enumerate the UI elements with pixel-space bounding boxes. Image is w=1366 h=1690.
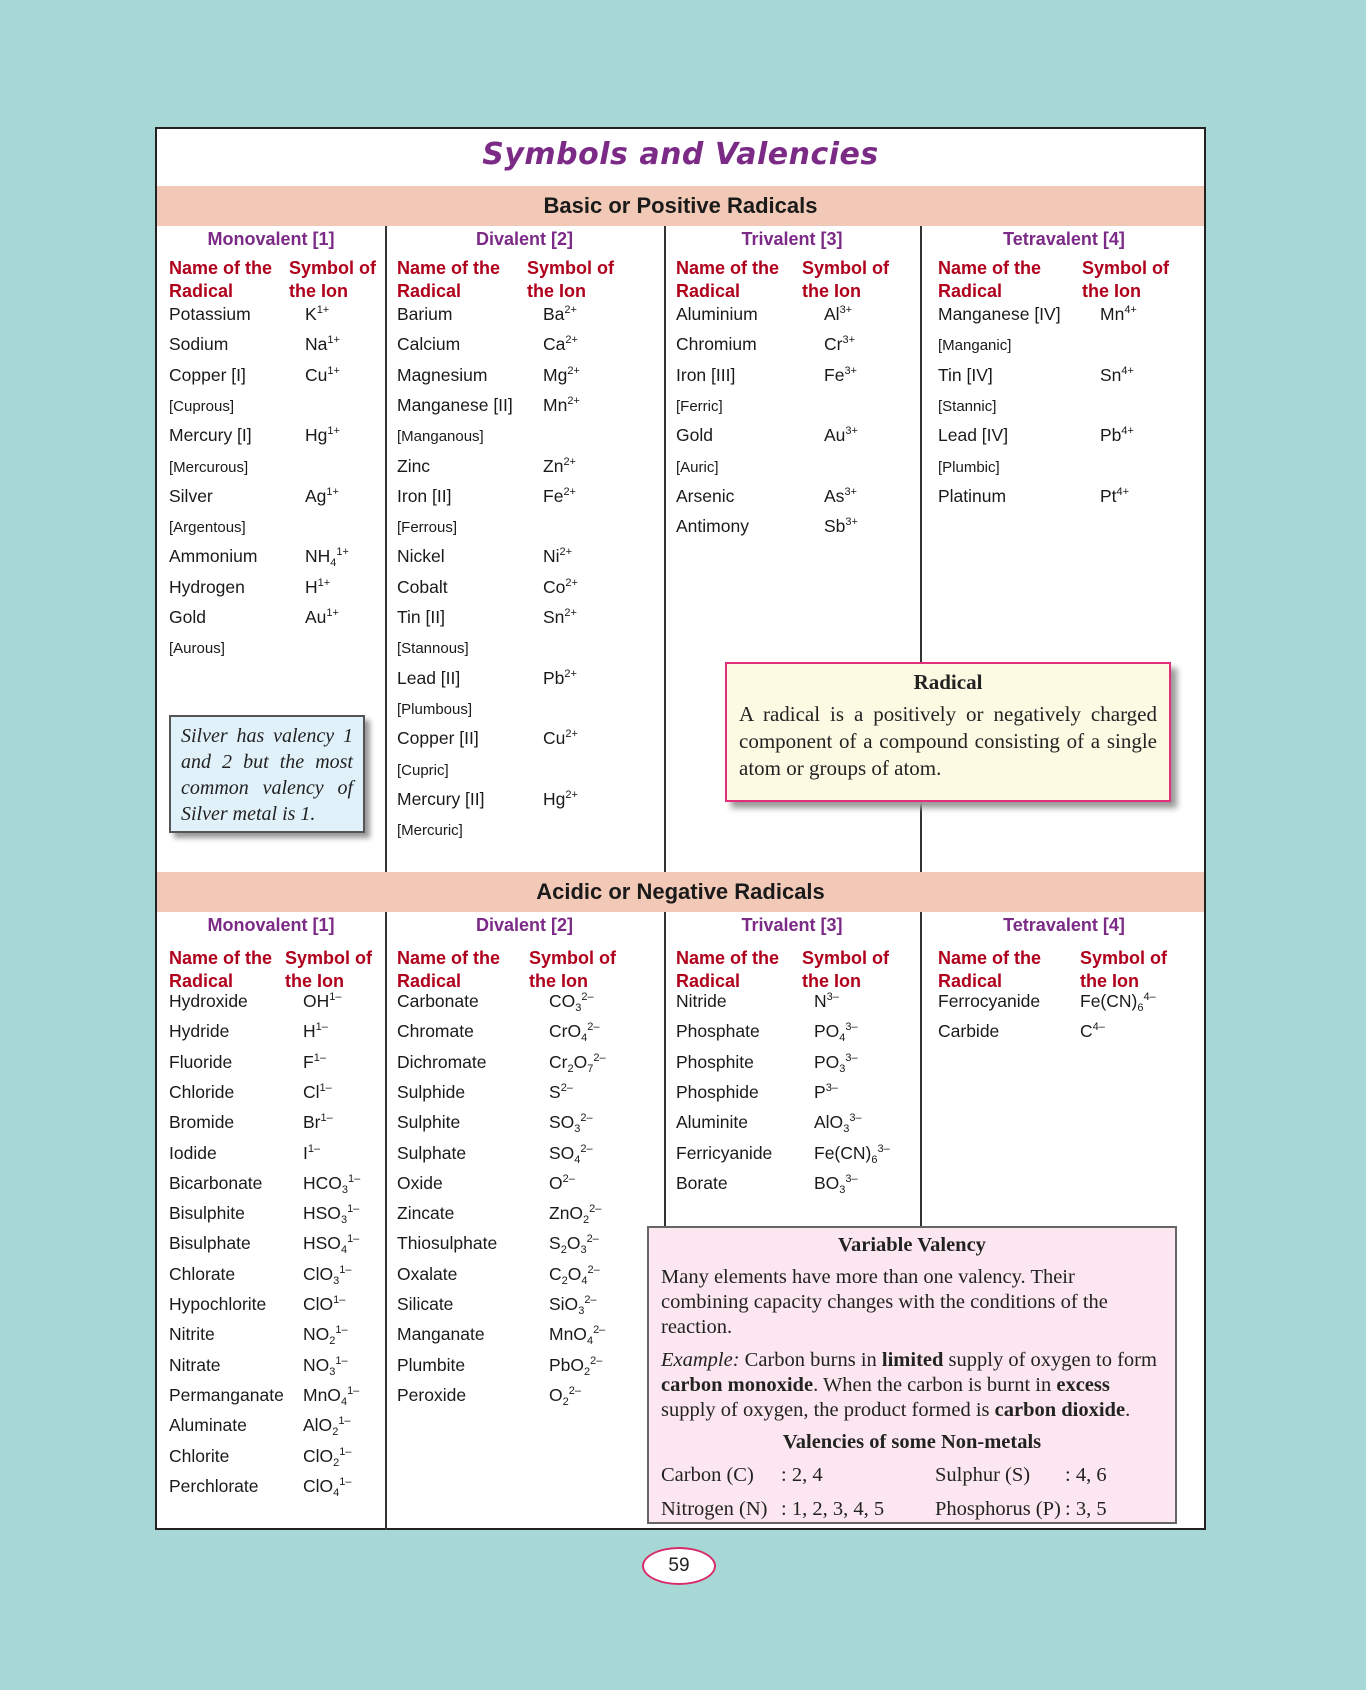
ion-symbol: $Mn^{2+}$ [543, 394, 580, 415]
ion-symbol: $Sn^{4+}$ [1100, 364, 1134, 385]
ion-symbol: $Hg^{2+}$ [543, 788, 578, 809]
name-header: Name of the Radical [169, 948, 273, 991]
radical-name: Bromide [169, 1112, 235, 1133]
ion-symbol: ClO$^{1-}$ [303, 1294, 346, 1314]
name-header: Name of the Radical [938, 258, 1042, 301]
ion-symbol: $Cu^{1+}$ [305, 364, 340, 385]
ion-symbol: $C^{4-}$ [1080, 1021, 1105, 1042]
ion-symbol: $K^{1+}$ [305, 304, 330, 324]
radical-name: [Auric] [676, 458, 719, 476]
ion-symbol: SiO$_3^{2-}$ [549, 1294, 597, 1317]
silver-valency-note: Silver has valency 1 and 2 but the most common valency of Silver metal is 1. [169, 715, 365, 833]
ion-symbol: $Sb^{3+}$ [824, 516, 858, 537]
radical-name: Zinc [397, 455, 431, 476]
acidic-radicals-band: Acidic or Negative Radicals [157, 872, 1204, 912]
ion-symbol: $Mn^{4+}$ [1100, 304, 1137, 324]
radical-name: Cobalt [397, 576, 448, 597]
radical-name: Calcium [397, 334, 461, 355]
symbol-header: Symbol of the Ion [1080, 948, 1168, 991]
radical-name: Chromium [676, 334, 757, 355]
ion-symbol: $BO_3^{3-}$ [814, 1172, 858, 1196]
non-metal-name: Carbon (C) [661, 1464, 754, 1486]
radical-name: Manganate [397, 1324, 485, 1345]
ion-symbol: $Ca^{2+}$ [543, 334, 578, 355]
ion-symbol: $HSO_4^{1-}$ [303, 1233, 360, 1257]
radical-name: Manganese [IV] [938, 304, 1061, 324]
radical-name: Oxalate [397, 1263, 458, 1284]
radical-name: Hydrogen [169, 576, 245, 597]
radical-name: Nitride [676, 991, 727, 1011]
radical-name: Carbide [938, 1021, 1000, 1042]
ion-symbol: $CO_3^{2-}$ [549, 991, 594, 1014]
ion-symbol: $NH_4^{1+}$ [305, 546, 349, 570]
radical-name: [Plumbic] [938, 458, 1000, 476]
radical-name: Perchlorate [169, 1475, 259, 1496]
symbol-header: Symbol of the Ion [289, 258, 377, 301]
radical-name: Gold [169, 607, 206, 627]
radical-name: Zincate [397, 1203, 455, 1224]
symbol-header: Symbol of the Ion [527, 258, 615, 301]
column-title: Divalent [2] [475, 229, 574, 249]
radical-name: Silver [169, 485, 213, 506]
radical-box-title: Radical [913, 670, 983, 694]
radical-name: [Manganous] [397, 428, 484, 446]
radical-name: Magnesium [397, 364, 488, 385]
ion-symbol: $Hg^{1+}$ [305, 425, 340, 446]
divider [920, 912, 922, 1230]
ion-symbol: $Na^{1+}$ [305, 334, 340, 355]
radical-name: [Mercuric] [397, 822, 463, 840]
radical-name: Tin [II] [397, 607, 445, 627]
radical-name: Chlorite [169, 1445, 230, 1466]
radical-name: Sulphate [397, 1142, 467, 1163]
page-title: Symbols and Valencies [482, 137, 879, 172]
ion-symbol: $O^{2-}$ [549, 1172, 575, 1193]
name-header: Name of the Radical [397, 258, 501, 301]
radical-name: Sulphite [397, 1112, 461, 1133]
radical-name: Copper [II] [397, 728, 479, 749]
radical-name: Nitrite [169, 1324, 215, 1345]
radical-name: Bisulphite [169, 1203, 245, 1224]
ion-symbol: $Al^{3+}$ [824, 304, 853, 324]
radical-name: Aluminite [676, 1112, 748, 1133]
radical-name: Phosphite [676, 1051, 754, 1072]
variable-valency-text: Many elements have more than one valency. Their combining capacity changes with the conditions of the reaction. [661, 1266, 1108, 1338]
name-header: Name of the Radical [676, 948, 780, 991]
ion-symbol: $Fe(CN)_6^{3-}$ [814, 1142, 890, 1166]
ion-symbol: ClO$_3^{1-}$ [303, 1263, 352, 1287]
ion-symbol: $N^{3-}$ [814, 991, 839, 1011]
symbol-header: Symbol of the Ion [1082, 258, 1170, 301]
symbol-header: Symbol of the Ion [802, 948, 890, 991]
non-metal-name: Phosphorus (P) [935, 1498, 1061, 1520]
ion-symbol: $Pb^{2+}$ [543, 667, 577, 688]
radical-name: Permanganate [169, 1384, 284, 1405]
radical-name: Manganese [II] [397, 394, 513, 415]
radical-name: Platinum [938, 485, 1007, 506]
radical-name: Chromate [397, 1021, 474, 1042]
ion-symbol: $Cr^{3+}$ [824, 334, 856, 355]
ion-symbol: $Co^{2+}$ [543, 576, 578, 597]
non-metal-valency: : 1, 2, 3, 4, 5 [781, 1498, 885, 1520]
radical-name: Bisulphate [169, 1233, 251, 1254]
non-metal-valency: : 2, 4 [781, 1464, 823, 1486]
ion-symbol: $PO_4^{3-}$ [814, 1021, 858, 1045]
page-number: 59 [642, 1547, 716, 1585]
non-metal-valencies-title: Valencies of some Non-metals [782, 1431, 1042, 1453]
ion-symbol: PbO$_2^{2-}$ [549, 1354, 603, 1378]
divider [385, 912, 387, 1530]
divider [664, 226, 666, 872]
column-title: Tetravalent [4] [1003, 915, 1125, 935]
ion-symbol: $C_2O_4^{2-}$ [549, 1263, 600, 1287]
radical-name: Tin [IV] [938, 364, 993, 385]
radical-definition-box [725, 662, 1171, 802]
radical-name: Iron [II] [397, 485, 452, 506]
ion-symbol: $SO_3^{2-}$ [549, 1112, 593, 1136]
radical-name: Thiosulphate [397, 1233, 498, 1254]
ion-symbol: ZnO$_2^{2-}$ [549, 1203, 602, 1227]
radical-name: Copper [I] [169, 364, 246, 385]
non-metal-valency: : 4, 6 [1065, 1464, 1107, 1486]
radical-name: Dichromate [397, 1051, 487, 1072]
radical-name: Hydroxide [169, 991, 248, 1011]
ion-symbol: $F^{1-}$ [303, 1051, 326, 1072]
radical-name: [Cuprous] [169, 397, 235, 415]
column-title: Tetravalent [4] [1003, 229, 1125, 249]
name-header: Name of the Radical [938, 948, 1042, 991]
ion-symbol: $SO_4^{2-}$ [549, 1142, 593, 1166]
radical-name: Antimony [676, 516, 749, 537]
radical-name: [Stannous] [397, 640, 469, 658]
radical-name: Ammonium [169, 546, 258, 567]
non-metal-name: Nitrogen (N) [661, 1498, 768, 1520]
ion-symbol: $O_2^{2-}$ [549, 1384, 581, 1408]
ion-symbol: $Pt^{4+}$ [1100, 485, 1130, 506]
non-metal-valencies-list [661, 1464, 1163, 1534]
ion-symbol: $Ba^{2+}$ [543, 304, 577, 324]
column-title: Monovalent [1] [207, 229, 335, 249]
radical-name: Ferrocyanide [938, 991, 1041, 1011]
ion-symbol: $H^{1-}$ [303, 1021, 328, 1042]
radical-name: Silicate [397, 1294, 454, 1314]
ion-symbol: ClO$_4^{1-}$ [303, 1475, 352, 1499]
radical-name: Sulphide [397, 1081, 466, 1102]
ion-symbol: $Mg^{2+}$ [543, 364, 580, 385]
column-title: Trivalent [3] [741, 915, 843, 935]
radical-name: Chloride [169, 1081, 235, 1102]
radical-box-body: A radical is a positively or negatively charged component of a compound consisting of a single atom or groups of atom. [739, 702, 1157, 780]
radical-name: Phosphide [676, 1081, 759, 1102]
ion-symbol: $Pb^{4+}$ [1100, 425, 1134, 446]
radical-name: Bicarbonate [169, 1172, 263, 1193]
basic-radicals-band: Basic or Positive Radicals [157, 186, 1204, 226]
symbol-header: Symbol of the Ion [802, 258, 890, 301]
radical-name: Phosphate [676, 1021, 760, 1042]
ion-symbol: $Fe^{3+}$ [824, 364, 857, 385]
ion-symbol: $As^{3+}$ [824, 485, 857, 506]
radical-name: [Ferrous] [397, 519, 458, 537]
radical-name: Nickel [397, 546, 445, 567]
radical-name: Gold [676, 425, 713, 446]
divider [664, 912, 666, 1230]
radical-name: Chlorate [169, 1263, 236, 1284]
page [155, 127, 1206, 1530]
ion-symbol: $Cu^{2+}$ [543, 728, 578, 749]
radical-name: Mercury [II] [397, 788, 485, 809]
column-title: Divalent [2] [475, 915, 574, 935]
radical-name: Plumbite [397, 1354, 466, 1375]
radical-name: Ferricyanide [676, 1142, 773, 1163]
radical-name: Sodium [169, 334, 229, 355]
ion-symbol: $S_2O_3^{2-}$ [549, 1233, 599, 1257]
radical-name: [Manganic] [938, 337, 1012, 355]
ion-symbol: $Br^{1-}$ [303, 1112, 333, 1133]
ion-symbol: MnO$_4^{2-}$ [549, 1324, 606, 1348]
radical-name: [Plumbous] [397, 700, 473, 718]
radical-name: Aluminium [676, 304, 758, 324]
symbol-header: Symbol of the Ion [285, 948, 373, 991]
radical-name: [Stannic] [938, 397, 997, 415]
ion-symbol: $Zn^{2+}$ [543, 455, 576, 476]
ion-symbol: $NO_3^{1-}$ [303, 1354, 348, 1378]
variable-valency-example: Example: Carbon burns in limited supply of oxygen to form carbon monoxide. When the carbon is burnt in excess supply of oxygen, the product formed is carbon dioxide. [661, 1349, 1157, 1421]
ion-symbol: $Fe^{2+}$ [543, 485, 576, 506]
radical-name: Iodide [169, 1142, 217, 1163]
ion-symbol: $PO_3^{3-}$ [814, 1051, 858, 1075]
ion-symbol: $NO_2^{1-}$ [303, 1324, 348, 1348]
radical-name: Potassium [169, 304, 251, 324]
column-title: Monovalent [1] [207, 915, 335, 935]
radical-name: Nitrate [169, 1354, 221, 1375]
ion-symbol: CrO$_4^{2-}$ [549, 1021, 600, 1045]
ion-symbol: $Cr_2O_7^{2-}$ [549, 1051, 606, 1075]
non-metal-name: Sulphur (S) [935, 1464, 1031, 1486]
ion-symbol: MnO$_4^{1-}$ [303, 1384, 360, 1408]
radical-name: Aluminate [169, 1415, 247, 1436]
radical-name: [Mercurous] [169, 458, 249, 476]
symbol-header: Symbol of the Ion [529, 948, 617, 991]
radical-name: Arsenic [676, 485, 735, 506]
radical-name: Lead [IV] [938, 425, 1009, 446]
variable-valency-title: Variable Valency [838, 1234, 986, 1256]
radical-name: [Ferric] [676, 397, 723, 415]
ion-symbol: $S^{2-}$ [549, 1081, 573, 1102]
non-metal-valency: : 3, 5 [1065, 1498, 1107, 1520]
ion-symbol: $Cl^{1-}$ [303, 1081, 332, 1102]
radical-name: Barium [397, 304, 453, 324]
name-header: Name of the Radical [676, 258, 780, 301]
radical-name: Carbonate [397, 991, 479, 1011]
radical-name: Oxide [397, 1172, 443, 1193]
ion-symbol: $HCO_3^{1-}$ [303, 1172, 361, 1196]
radical-name: Hydride [169, 1021, 230, 1042]
radical-name: Peroxide [397, 1384, 467, 1405]
ion-symbol: $Ag^{1+}$ [305, 485, 339, 506]
name-header: Name of the Radical [397, 948, 501, 991]
ion-symbol: $Au^{1+}$ [305, 607, 339, 627]
ion-symbol: $Au^{3+}$ [824, 425, 858, 446]
ion-symbol: $I^{1-}$ [303, 1142, 321, 1163]
ion-symbol: ClO$_2^{1-}$ [303, 1445, 352, 1469]
variable-valency-box [647, 1226, 1177, 1524]
radical-name: Iron [III] [676, 364, 736, 385]
radical-name: [Aurous] [169, 640, 225, 658]
ion-symbol: $OH^{1-}$ [303, 991, 342, 1011]
ion-symbol: $HSO_3^{1-}$ [303, 1203, 360, 1227]
ion-symbol: $H^{1+}$ [305, 576, 331, 597]
radical-name: [Argentous] [169, 519, 246, 537]
ion-symbol: $Sn^{2+}$ [543, 607, 577, 627]
name-header: Name of the Radical [169, 258, 273, 301]
ion-symbol: $Fe(CN)_6^{4-}$ [1080, 991, 1156, 1014]
radical-name: Borate [676, 1172, 728, 1193]
radical-name: Mercury [I] [169, 425, 252, 446]
radical-name: [Cupric] [397, 761, 449, 779]
radical-name: Lead [II] [397, 667, 461, 688]
divider [385, 226, 387, 872]
ion-symbol: AlO$_3^{3-}$ [814, 1112, 862, 1136]
radical-name: Fluoride [169, 1051, 233, 1072]
ion-symbol: $Ni^{2+}$ [543, 546, 573, 567]
ion-symbol: $P^{3-}$ [814, 1081, 838, 1102]
column-title: Trivalent [3] [741, 229, 843, 249]
radical-name: Hypochlorite [169, 1294, 267, 1314]
ion-symbol: AlO$_2^{1-}$ [303, 1415, 351, 1439]
